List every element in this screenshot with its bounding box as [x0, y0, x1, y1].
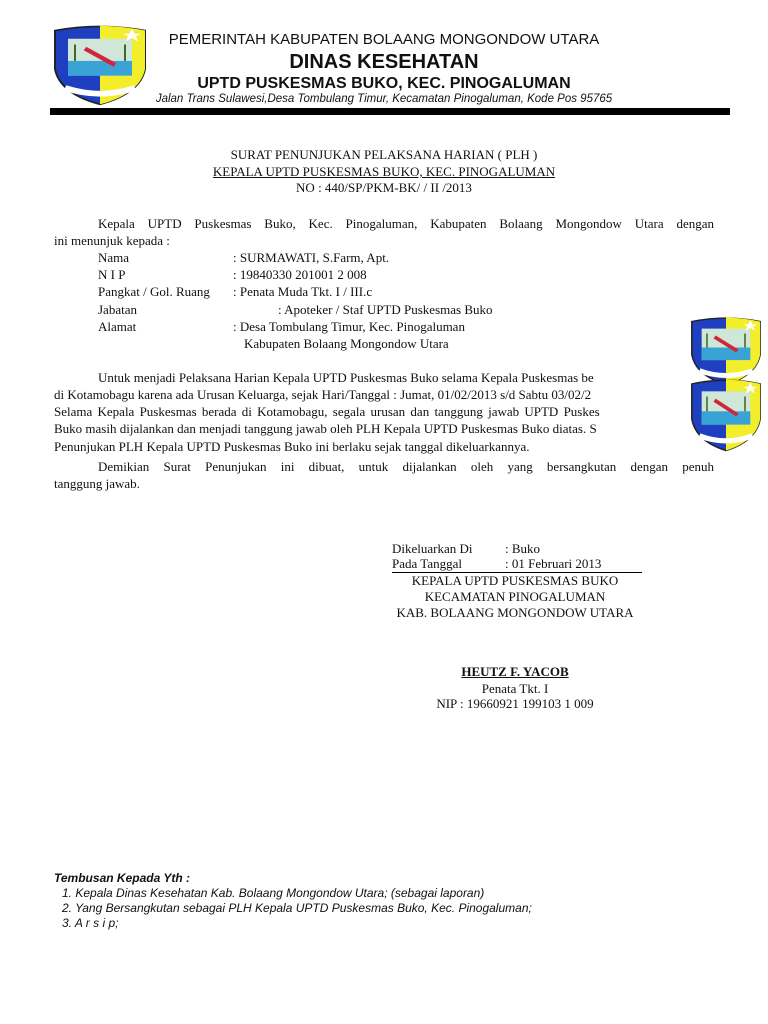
field-value: Kabupaten Bolaang Mongondow Utara — [244, 336, 449, 351]
body-line: Buko masih dijalankan dan menjadi tanggung jawab oleh PLH Kepala UPTD Puskesmas Buko diatas. S — [54, 421, 597, 436]
body-line: Selama Kepala Puskesmas berada di Kotamobagu, segala urusan dan tanggung jawab UPTD Puskes — [54, 404, 600, 419]
letter-title: SURAT PENUNJUKAN PELAKSANA HARIAN ( PLH ) — [230, 147, 538, 162]
letterhead-department: DINAS KESEHATAN — [289, 51, 479, 73]
issued-date: : 01 Februari 2013 — [505, 556, 602, 571]
regency-crest-logo — [688, 378, 764, 452]
field-value: : 19840330 201001 2 008 — [233, 267, 367, 282]
body-line: Untuk menjadi Pelaksana Harian Kepala UPTD Puskesmas Buko selama Kepala Puskesmas be — [98, 370, 594, 385]
body-line: di Kotamobagu karena ada Urusan Keluarga, sejak Hari/Tanggal : Jumat, 01/02/2013 s/d Sabtu 03/02/2 — [54, 387, 592, 402]
regency-crest-logo — [688, 316, 764, 386]
letter-number: NO : 440/SP/PKM-BK/ / II /2013 — [296, 180, 472, 195]
cc-item: 2. Yang Bersangkutan sebagai PLH Kepala UPTD Puskesmas Buko, Kec. Pinogaluman; — [62, 901, 532, 915]
cc-item: 1. Kepala Dinas Kesehatan Kab. Bolaang Mongondow Utara; (sebagai laporan) — [62, 886, 485, 900]
signatory-rank: Penata Tkt. I — [481, 681, 549, 696]
field-value: : SURMAWATI, S.Farm, Apt. — [233, 250, 390, 265]
body-line: Demikian Surat Penunjukan ini dibuat, untuk dijalankan oleh yang bersangkutan dengan penuh — [98, 459, 714, 474]
field-label: Alamat — [98, 319, 137, 334]
field-value: : Penata Muda Tkt. I / III.c — [233, 284, 373, 299]
field-label: Jabatan — [98, 302, 137, 317]
issued-date-label: Pada Tanggal — [392, 556, 462, 571]
field-value: : Apoteker / Staf UPTD Puskesmas Buko — [278, 302, 493, 317]
intro-text: Kepala UPTD Puskesmas Buko, Kec. Pinogaluman, Kabupaten Bolaang Mongondow Utara dengan — [98, 216, 714, 231]
body-line: Penunjukan PLH Kepala UPTD Puskesmas Buko ini berlaku sejak tanggal dikeluarkannya. — [54, 439, 530, 454]
letterhead-government: PEMERINTAH KABUPATEN BOLAANG MONGONDOW UTARA — [168, 31, 600, 48]
signatory-nip: NIP : 19660921 199103 1 009 — [436, 696, 594, 711]
signatory-title: KAB. BOLAANG MONGONDOW UTARA — [396, 605, 634, 620]
letter-subtitle: KEPALA UPTD PUSKESMAS BUKO, KEC. PINOGALUMAN — [212, 164, 556, 179]
cc-heading: Tembusan Kepada Yth : — [54, 871, 191, 885]
intro-text: ini menunjuk kepada : — [54, 233, 170, 248]
issued-place-label: Dikeluarkan Di — [392, 541, 473, 556]
letterhead-rule — [50, 108, 730, 115]
issued-place: : Buko — [505, 541, 541, 556]
body-line: tanggung jawab. — [54, 476, 140, 491]
letterhead-address: Jalan Trans Sulawesi,Desa Tombulang Timur, Kecamatan Pinogaluman, Kode Pos 95765 — [155, 93, 613, 105]
field-label: Pangkat / Gol. Ruang — [98, 284, 210, 299]
signatory-title: KECAMATAN PINOGALUMAN — [424, 589, 606, 604]
signatory-name: HEUTZ F. YACOB — [461, 664, 569, 679]
field-label: N I P — [98, 267, 126, 282]
signatory-title: KEPALA UPTD PUSKESMAS BUKO — [411, 573, 619, 588]
cc-item: 3. A r s i p; — [62, 916, 119, 930]
field-value: : Desa Tombulang Timur, Kec. Pinogaluman — [233, 319, 465, 334]
letterhead-unit: UPTD PUSKESMAS BUKO, KEC. PINOGALUMAN — [197, 75, 571, 92]
field-label: Nama — [98, 250, 130, 265]
